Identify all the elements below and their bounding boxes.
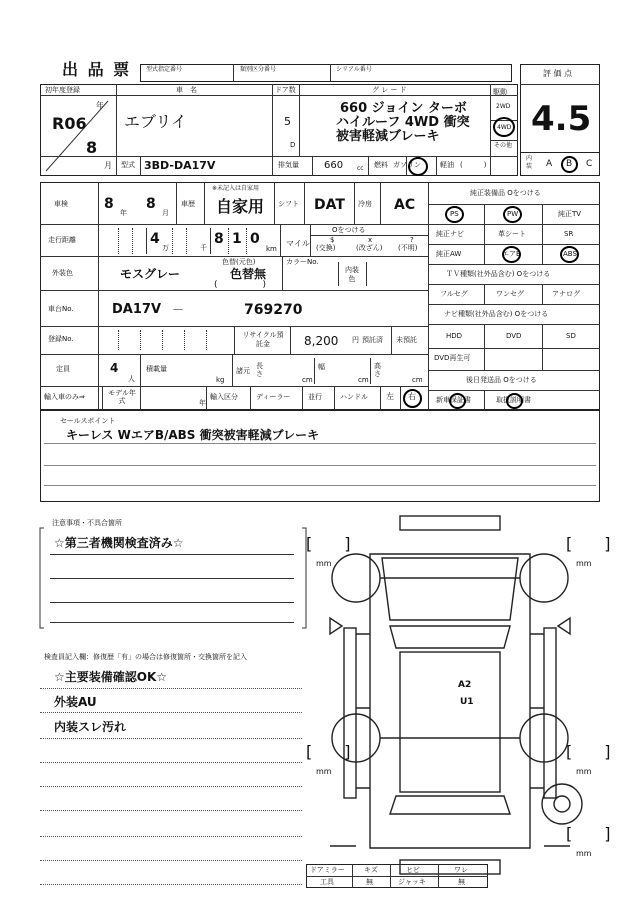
interior-b: B [566, 159, 573, 169]
model-label: 型式 [121, 161, 135, 169]
fuel-diesel: 軽油 [440, 161, 454, 169]
equip-airbag: エアB [502, 250, 521, 258]
tire-depth-spare: [ ] [566, 824, 611, 843]
dealer-option: ディーラー [256, 393, 291, 401]
inspection-year-unit: 年 [120, 209, 127, 217]
length-label: 長さ [256, 362, 263, 378]
tv-oneseg: ワンセグ [496, 290, 524, 298]
inspection-label: 車検 [54, 200, 68, 208]
tire-depth-rear-right-unit: mm [576, 767, 592, 776]
car-name-label: 車 名 [176, 86, 197, 94]
notes-label: 注意事項・不具合箇所 [52, 519, 122, 527]
usage-note: ※未記入は自家用 [212, 185, 260, 192]
deposit-done: 預託済 [362, 336, 383, 344]
model-spec-no-label: 型式指定番号 [146, 66, 183, 73]
original-color-paren: ( ) [214, 280, 267, 290]
later-warranty-circle [449, 393, 466, 409]
interior-c: C [586, 159, 593, 169]
capacity-value: 4 [110, 361, 119, 375]
displacement-unit: cc [357, 165, 364, 172]
mileage-label: 走行距離 [48, 236, 76, 244]
history-label: 車歴 [181, 200, 195, 208]
handle-left: 左 [386, 392, 394, 401]
doors-label: ドア数 [275, 86, 296, 94]
displacement-value: 660 [324, 160, 344, 171]
import-category-label: 輸入区分 [210, 393, 238, 401]
later-manual-circle [506, 393, 523, 409]
shift-value: DAT [314, 197, 345, 213]
inspection-year: 8 [104, 196, 114, 212]
tire-depth-front-left-unit: mm [316, 559, 332, 568]
fuel-paren: ( ) [460, 161, 487, 169]
rating-label: 評 価 点 [543, 69, 573, 78]
odo-q: ? [410, 236, 414, 244]
rating-score: 4.5 [531, 99, 592, 139]
mile-label: マイル [286, 239, 310, 248]
dims-label: 諸元 [236, 367, 250, 375]
interior-color-label: 内装色 [345, 266, 359, 283]
recycle-value: 8,200 [304, 334, 339, 348]
grade-line-1: 660 ジョイン ターボ [340, 101, 467, 116]
tv-fullseg: フルセグ [440, 290, 468, 298]
header-number-fields [140, 64, 512, 82]
navi-type-title: ナビ種類(社外品含む) Oをつける [444, 310, 549, 318]
equip-navi: 純正ナビ [436, 230, 464, 238]
drive-2wd: 2WD [496, 103, 511, 110]
model-year-label: モデル年式 [108, 389, 136, 405]
load-label: 積載量 [146, 365, 167, 373]
tire-depth-front-left: [ ] [306, 534, 351, 553]
equip-pw: PW [507, 210, 519, 218]
acc-tool-label: 工具 [320, 878, 334, 886]
repaint-value: 色替無 [230, 267, 267, 281]
inspector-line-2: 外装AU [54, 695, 97, 709]
odo-exchange: (交換) [316, 244, 336, 252]
equip-pw-circle [503, 206, 522, 223]
drive-4wd-circle [493, 117, 515, 137]
sales-points-text: キーレス WエアB/ABS 衝突被害軽減ブレーキ [66, 428, 320, 442]
ac-value: AC [394, 197, 416, 213]
import-label: 輸入車のみ⇒ [44, 393, 85, 401]
acc-tool-value: 無 [366, 878, 373, 886]
first-reg-year-unit: 年 [96, 101, 104, 110]
parallel-option: 並行 [308, 393, 322, 401]
inspector-line-3: 内装スレ汚れ [54, 720, 127, 734]
deposit-not: 未預託 [396, 336, 417, 344]
drive-other: その他 [494, 142, 513, 149]
load-unit: kg [216, 376, 225, 384]
later-manual: 取扱説明書 [496, 396, 531, 404]
damage-mark-a2: A2 [458, 680, 472, 690]
navi-dvd: DVD [506, 332, 522, 340]
acc-header-mirror: ドアミラー [310, 866, 345, 874]
height-cm: cm [412, 376, 423, 384]
recycle-label: リサイクル預託金 [242, 331, 284, 348]
damage-mark-u1: U1 [460, 697, 474, 707]
inspector-label: 検査員記入欄：修復歴「有」の場合は修復箇所・交換箇所を記入 [44, 653, 247, 661]
fuel-label: 燃料 [374, 161, 388, 169]
mileage-digit-1: 8 [214, 231, 224, 247]
chassis-number: 769270 [244, 302, 303, 318]
doors-suffix: D [290, 141, 296, 149]
handle-right-circle [403, 389, 422, 408]
car-damage-diagram [300, 508, 600, 888]
interior-b-circle [561, 156, 578, 173]
drive-4wd: 4WD [497, 124, 512, 131]
grade-line-2: ハイルーフ 4WD 衝突 [336, 115, 470, 130]
original-color-label: 色替(元色) [222, 258, 256, 266]
capacity-unit: 人 [128, 375, 135, 383]
inspector-line-1: ☆主要装備確認OK☆ [54, 670, 168, 684]
displacement-label: 排気量 [278, 161, 299, 169]
later-warranty: 新車保証書 [436, 396, 471, 404]
equip-leather: 革シート [498, 230, 526, 238]
interior-a: A [546, 159, 553, 169]
mileage-sen-unit: 千 [200, 244, 207, 252]
model-year-unit: 年 [199, 399, 206, 407]
navi-sd: SD [566, 332, 576, 340]
fuel-gasoline: ガソリン [393, 161, 421, 169]
width-cm: cm [358, 376, 369, 384]
acc-header-scratch: キズ [364, 866, 378, 874]
acc-jack-value: 無 [458, 878, 465, 886]
doors-value: 5 [284, 115, 291, 128]
odo-unknown: (不明) [398, 244, 418, 252]
odo-altered: (改ざん) [356, 244, 383, 252]
ac-label: 冷房 [358, 200, 372, 208]
sales-points-box [40, 410, 600, 502]
handle-right: 右 [408, 392, 416, 401]
equip-abs: ABS [563, 250, 577, 258]
equipment-title: 純正装備品 Oをつける [470, 189, 541, 197]
exterior-color-label: 外装色 [52, 269, 73, 277]
notes-line-1: ☆第三者機関検査済み☆ [54, 536, 184, 550]
mileage-digit-2: 1 [232, 231, 242, 247]
mileage-man-unit: 万 [162, 244, 169, 252]
serial-no-label: シリアル番号 [336, 66, 372, 73]
tire-depth-spare-unit: mm [576, 849, 592, 858]
navi-hdd: HDD [446, 332, 463, 340]
drive-label: 駆動 [493, 88, 507, 96]
acc-header-break: ワレ [454, 866, 468, 874]
exterior-color-value: モスグレー [120, 267, 181, 281]
fuel-gasoline-circle [408, 157, 428, 176]
capacity-label: 定員 [56, 365, 70, 373]
equip-airbag-circle [502, 246, 521, 263]
grade-line-3: 被害軽減ブレーキ [336, 129, 440, 144]
tire-depth-rear-left: [ ] [306, 742, 351, 761]
category-no-label: 類別区分番号 [240, 66, 277, 73]
mileage-digit-3: 0 [250, 231, 260, 247]
first-reg-month-unit: 月 [104, 161, 112, 170]
equip-aw: 純正AW [436, 250, 462, 258]
tire-depth-rear-left-unit: mm [316, 767, 332, 776]
interior-label: 内装 [526, 155, 533, 170]
reg-no-label: 登録No. [48, 335, 74, 343]
navi-dvd-play: DVD再生可 [434, 354, 471, 362]
sales-points-label: セールスポイント [60, 417, 116, 425]
recycle-unit: 円 [352, 336, 359, 344]
acc-jack-label: ジャッキ [398, 878, 426, 886]
equip-sr: SR [564, 230, 574, 238]
later-shipping-title: 後日発送品 Oをつける [466, 376, 537, 384]
grade-label: グ レ ー ド [372, 86, 407, 94]
mileage-km-unit: km [266, 245, 277, 253]
tire-depth-front-right: [ ] [566, 534, 611, 553]
chassis-dash: － [172, 303, 185, 317]
chassis-label: 車台No. [48, 305, 74, 313]
mileage-man: 4 [150, 231, 160, 247]
width-label: 幅 [318, 363, 325, 371]
usage-value: 自家用 [216, 197, 265, 216]
tire-depth-front-right-unit: mm [576, 559, 592, 568]
odo-circle-note: Oをつける [332, 226, 366, 234]
acc-header-crack: ヒビ [406, 866, 420, 874]
page-title: 出 品 票 [62, 60, 132, 79]
color-no-label: カラーNo. [286, 258, 319, 266]
first-reg-year: R06 [52, 114, 87, 133]
equip-ps: PS [450, 210, 459, 218]
model-value: 3BD-DA17V [144, 159, 216, 172]
odo-x: x [368, 236, 373, 244]
odo-dollar: $ [330, 236, 335, 244]
inspection-month-unit: 月 [162, 209, 169, 217]
handle-label: ハンドル [340, 393, 368, 401]
equip-ps-circle [445, 206, 464, 223]
tire-depth-rear-right: [ ] [566, 742, 611, 761]
shift-label: シフト [278, 200, 299, 208]
car-name: エブリイ [124, 112, 187, 131]
equip-abs-circle [560, 246, 579, 263]
chassis-prefix: DA17V [112, 302, 162, 317]
length-cm: cm [302, 376, 313, 384]
tv-analog: アナログ [552, 290, 580, 298]
tv-type-title: ＴＶ種類(社外品含む) Oをつける [446, 270, 551, 278]
first-reg-month: 8 [86, 138, 98, 157]
first-registration-label: 初年度登録 [45, 86, 80, 94]
equip-tv: 純正TV [558, 210, 582, 218]
height-label: 高さ [374, 362, 381, 378]
inspection-month: 8 [146, 196, 156, 212]
